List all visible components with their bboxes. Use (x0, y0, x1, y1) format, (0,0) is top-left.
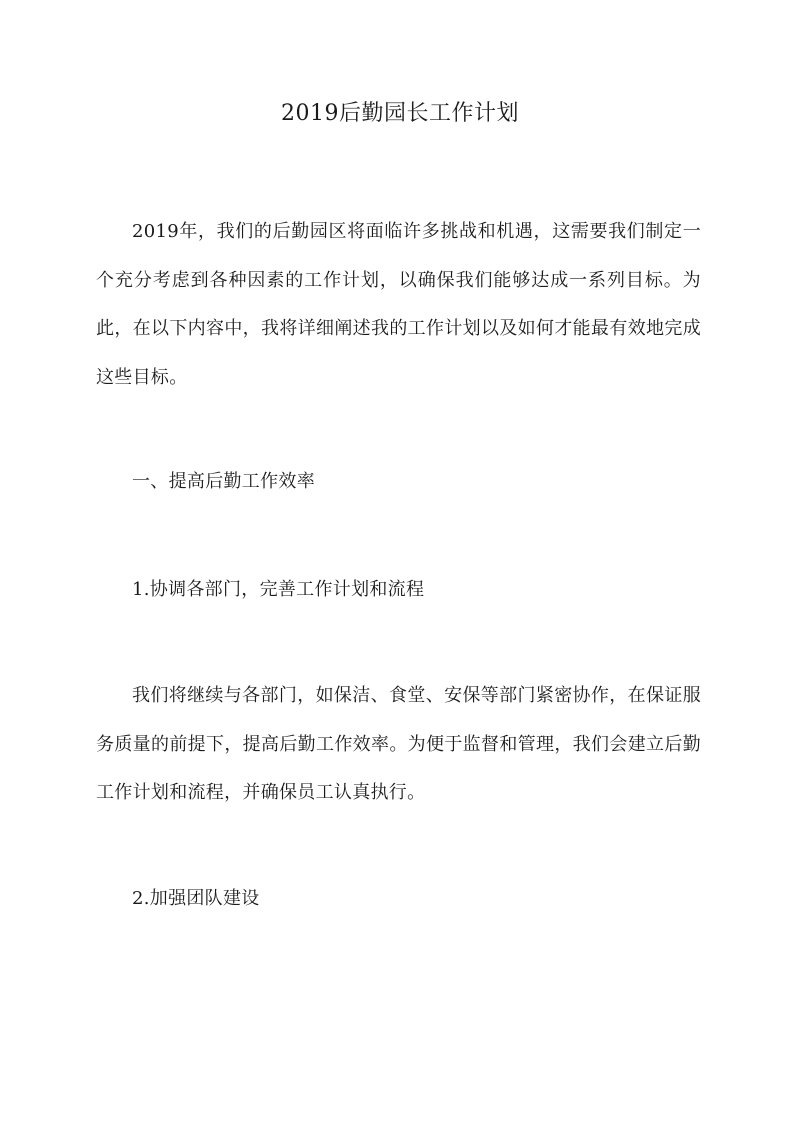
section-heading-1: 一、提高后勤工作效率 (132, 471, 315, 492)
subsection-paragraph-1: 我们将继续与各部门，如保洁、食堂、安保等部门紧密协作，在保证服务质量的前提下，提高后勤工作效率。为便于监督和管理，我们会建立后勤工作计划和流程，并确保员工认真执行。 (96, 685, 701, 803)
subsection-heading-2: 2.加强团队建设 (132, 888, 260, 909)
intro-paragraph: 2019年，我们的后勤园区将面临许多挑战和机遇，这需要我们制定一个充分考虑到各种因素的工作计划，以确保我们能够达成一系列目标。为此，在以下内容中，我将详细阐述我的工作计划以及如何才能最有效地完成这些目标。 (96, 221, 701, 388)
document-title: 2019后勤园长工作计划 (281, 101, 519, 126)
subsection-heading-1: 1.协调各部门，完善工作计划和流程 (132, 579, 425, 600)
